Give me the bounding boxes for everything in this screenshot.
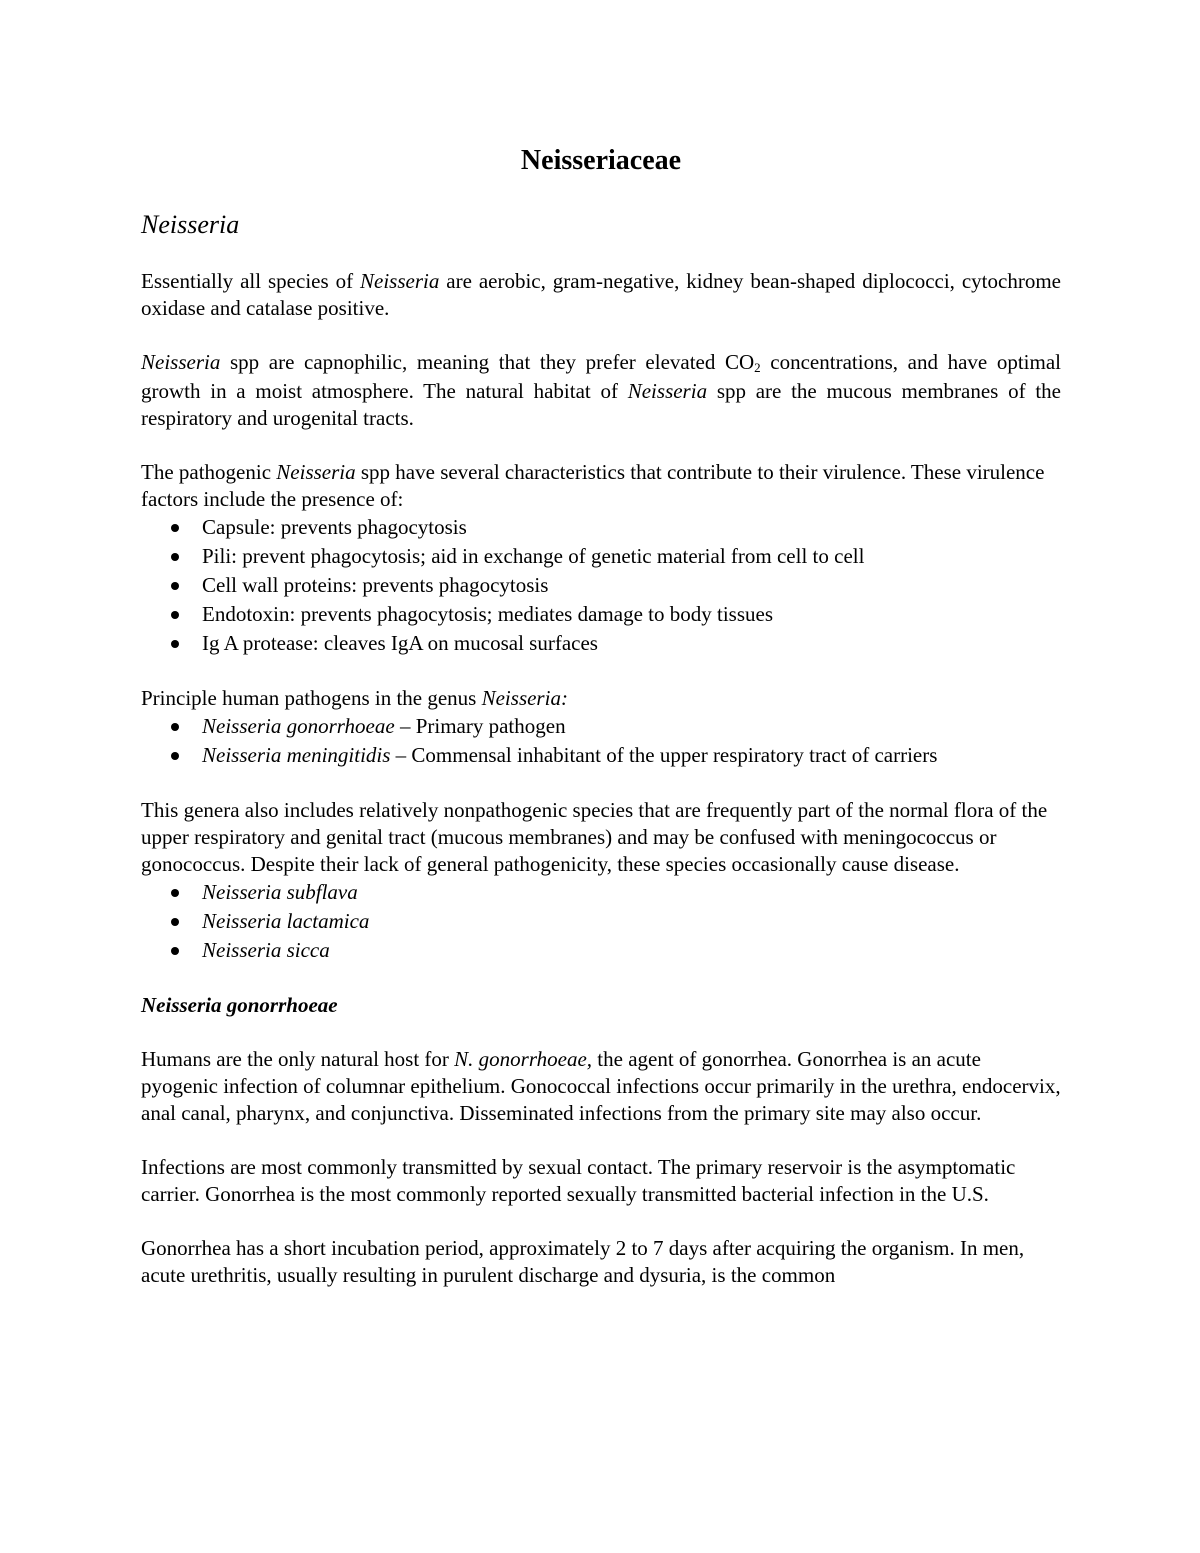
document-title: Neisseriaceae bbox=[520, 145, 682, 176]
bullet-icon bbox=[171, 947, 179, 955]
bullet-icon bbox=[171, 723, 179, 731]
list-item: Neisseria subflava bbox=[141, 878, 1061, 907]
bullet-icon bbox=[171, 918, 179, 926]
bullet-icon bbox=[171, 553, 179, 561]
bullet-icon bbox=[171, 640, 179, 648]
gonorrhoeae-paragraph-2: Infections are most commonly transmitted by sexual contact. The primary reservoir is the asymptomatic carrier. Gonorrhea is the most commonly reported sexually transmitted bacterial infection in the U.S. bbox=[141, 1155, 1016, 1206]
bullet-icon bbox=[171, 752, 179, 760]
intro-paragraph-2: Neisseria spp are capnophilic, meaning that they prefer elevated CO2 concentrations, and have optimal growth in a moist atmosphere. The natural habitat of Neisseria spp are the mucous membranes of the respiratory and urogenital tracts. bbox=[141, 350, 1061, 430]
bullet-icon bbox=[171, 582, 179, 590]
list-item: Pili: prevent phagocytosis; aid in exchange of genetic material from cell to cell bbox=[141, 542, 1061, 571]
subsection-heading-gonorrhoeae: Neisseria gonorrhoeae bbox=[141, 993, 338, 1017]
list-item: Neisseria sicca bbox=[141, 936, 1061, 965]
gonorrhoeae-paragraph-3: Gonorrhea has a short incubation period, approximately 2 to 7 days after acquiring the organism. In men, acute urethritis, usually resulting in purulent discharge and dysuria, is the common bbox=[141, 1236, 1025, 1287]
list-item: Neisseria lactamica bbox=[141, 907, 1061, 936]
list-item: Neisseria gonorrhoeae – Primary pathogen bbox=[141, 712, 1061, 741]
gonorrhoeae-paragraph-1: Humans are the only natural host for N. gonorrhoeae, the agent of gonorrhea. Gonorrhea is an acute pyogenic infection of columnar epithelium. Gonococcal infections occur primarily in the urethra, endocervix, anal canal, pharynx, and conjunctiva. Disseminated infections from the primary site may also occur. bbox=[141, 1047, 1061, 1125]
list-item: Cell wall proteins: prevents phagocytosis bbox=[141, 571, 1061, 600]
bullet-icon bbox=[171, 611, 179, 619]
list-item: Endotoxin: prevents phagocytosis; mediates damage to body tissues bbox=[141, 600, 1061, 629]
document-body bbox=[141, 268, 1061, 1289]
intro-paragraph-3: The pathogenic Neisseria spp have several characteristics that contribute to their virulence. These virulence factors include the presence of: bbox=[141, 460, 1045, 511]
bullet-icon bbox=[171, 524, 179, 532]
virulence-factor-list bbox=[141, 513, 1061, 658]
intro-paragraph-1: Essentially all species of Neisseria are aerobic, gram-negative, kidney bean-shaped diplococci, cytochrome oxidase and catalase positive. bbox=[141, 269, 1061, 320]
pathogens-intro: Principle human pathogens in the genus Neisseria: bbox=[141, 686, 568, 710]
nonpathogen-list bbox=[141, 878, 1061, 965]
list-item: Ig A protease: cleaves IgA on mucosal surfaces bbox=[141, 629, 1061, 658]
bullet-icon bbox=[171, 889, 179, 897]
pathogen-list bbox=[141, 712, 1061, 770]
list-item: Capsule: prevents phagocytosis bbox=[141, 513, 1061, 542]
nonpathogens-paragraph: This genera also includes relatively nonpathogenic species that are frequently part of the normal flora of the upper respiratory and genital tract (mucous membranes) and may be confused with meningococcus or gonococcus. Despite their lack of general pathogenicity, these species occasionally cause disease. bbox=[141, 798, 1048, 876]
list-item: Neisseria meningitidis – Commensal inhabitant of the upper respiratory tract of carriers bbox=[141, 741, 1061, 770]
section-heading-neisseria: Neisseria bbox=[141, 210, 240, 239]
